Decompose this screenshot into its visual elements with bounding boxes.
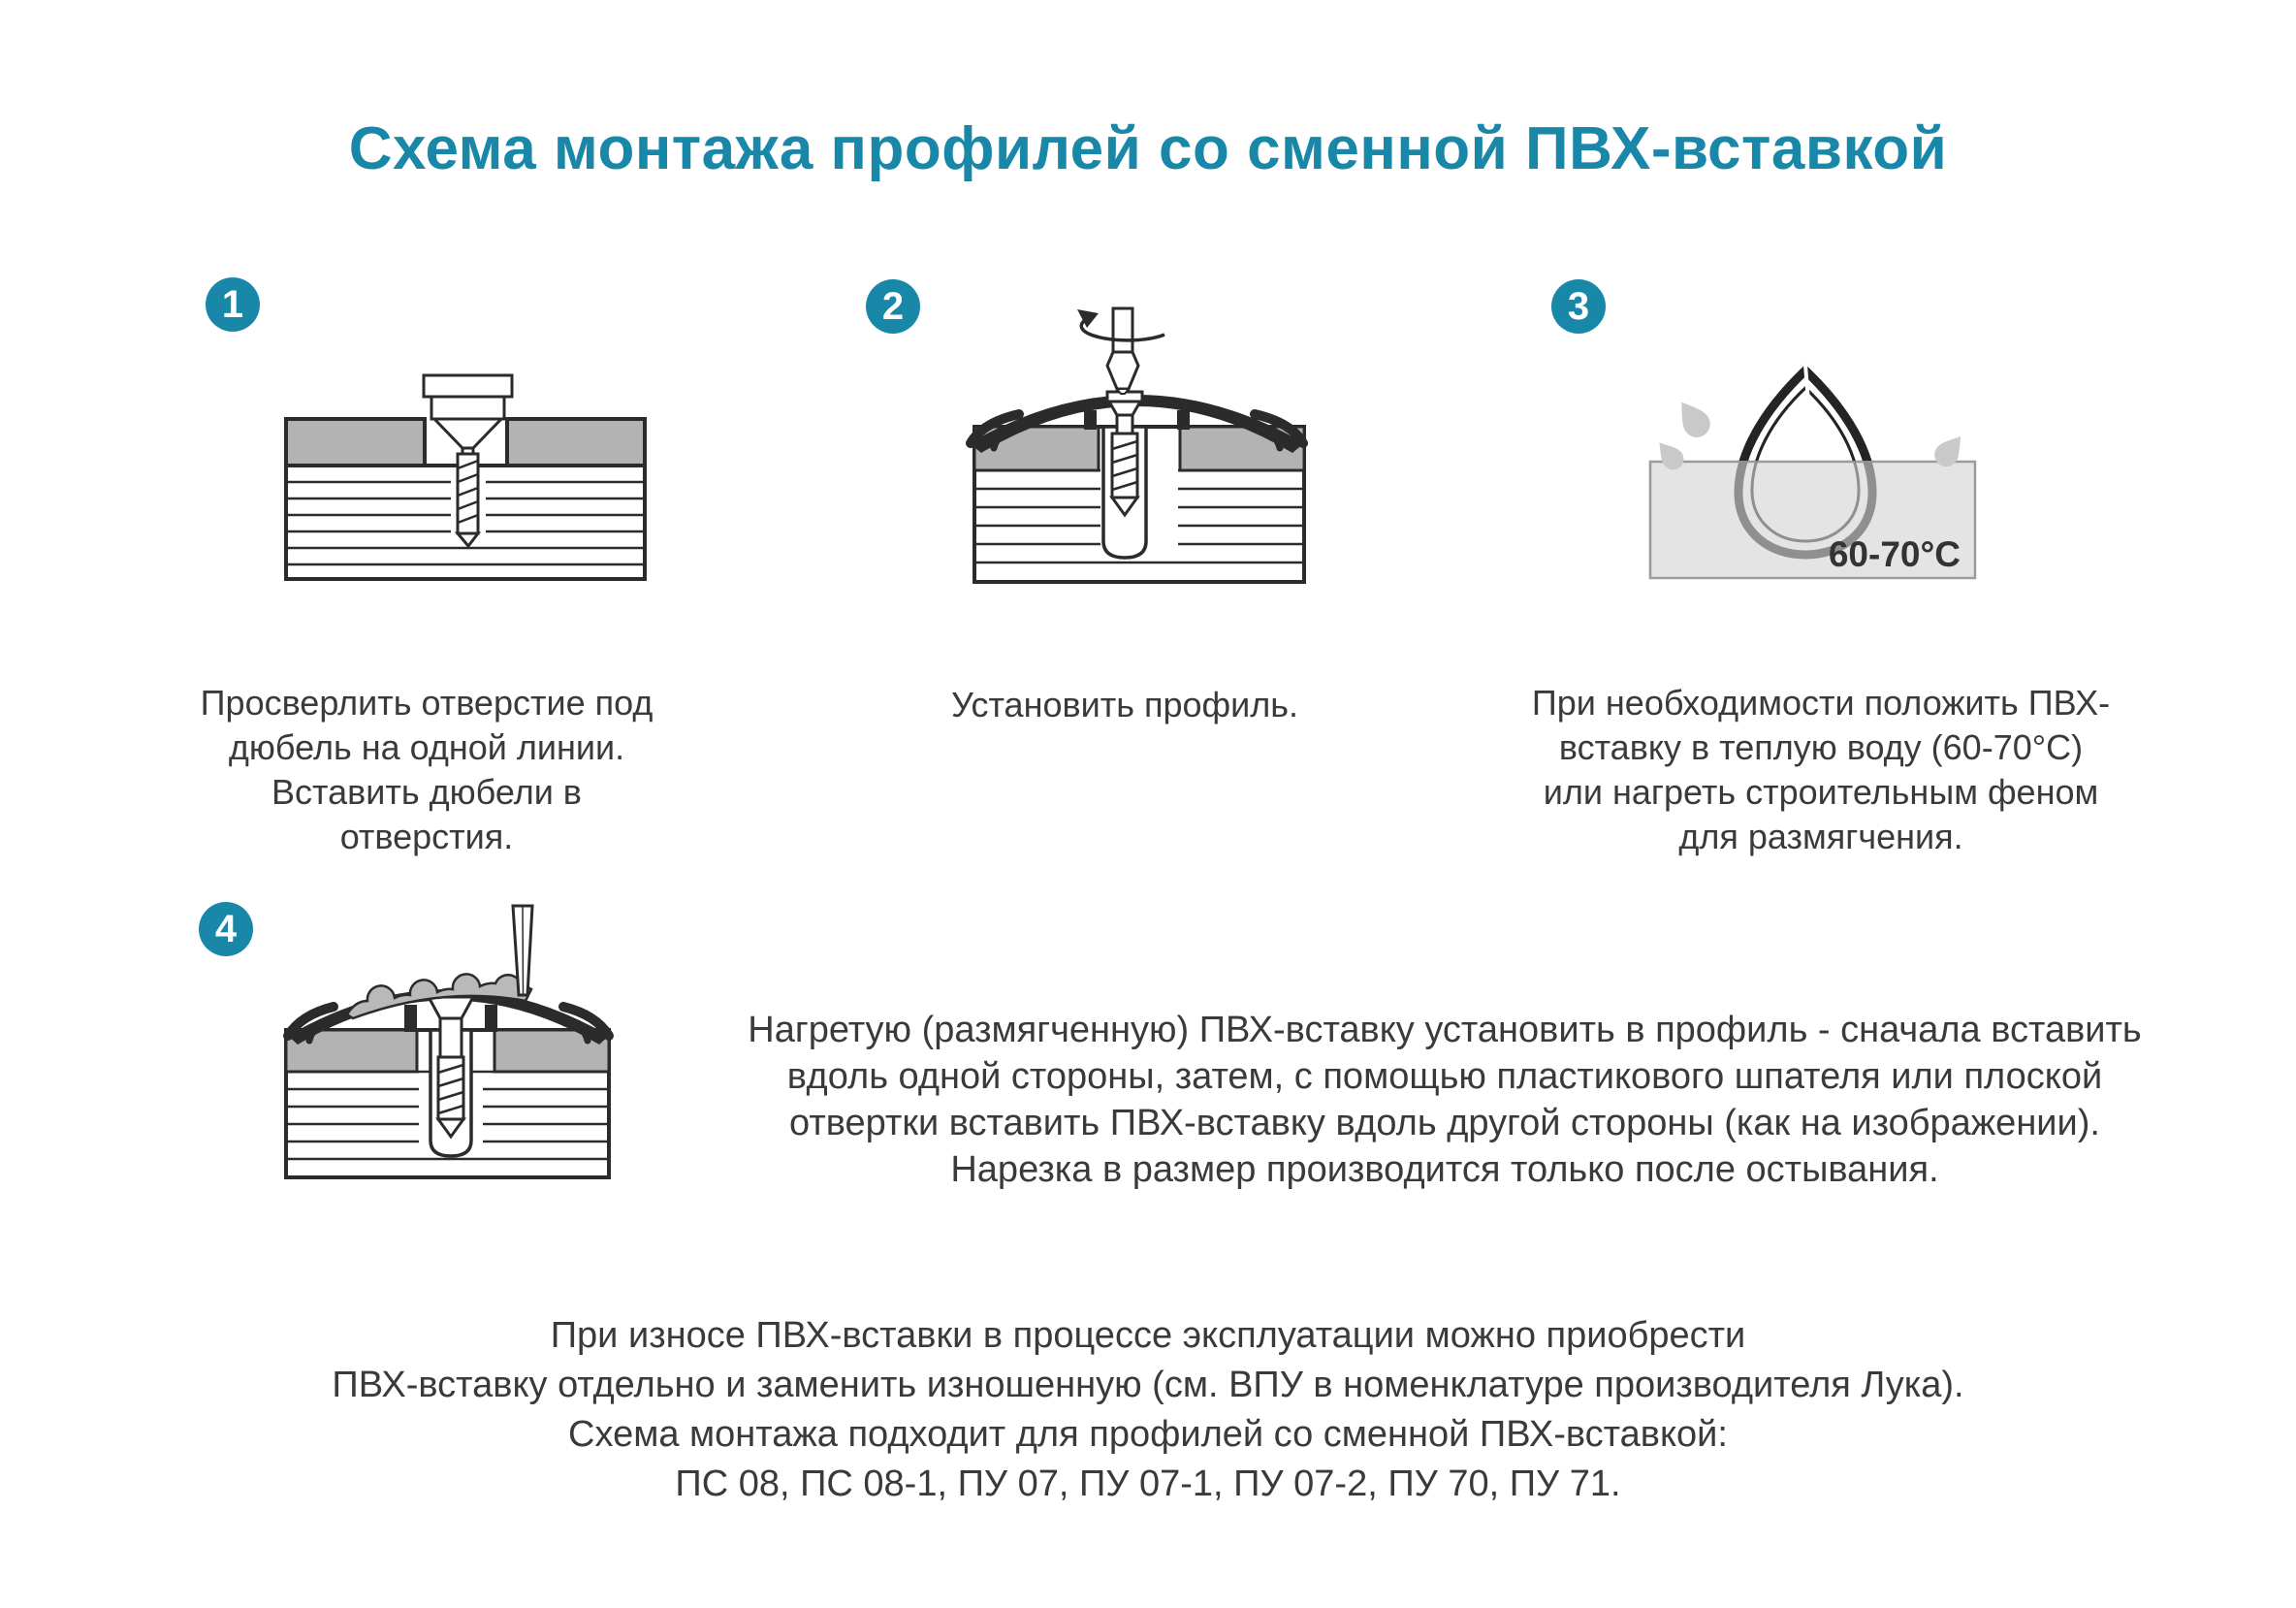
water-temp-label: 60-70°C	[1828, 534, 1961, 574]
dowel-screw-icon	[430, 1018, 471, 1156]
insert-pvc-illustration	[271, 900, 640, 1186]
footer-note	[0, 1311, 2296, 1509]
screwdriver-icon	[1107, 308, 1138, 394]
dowel-screw-icon	[1103, 414, 1146, 558]
page-title: Схема монтажа профилей со сменной ПВХ-вставкой	[348, 115, 1948, 182]
step-4-badge: 4	[199, 902, 253, 956]
drill-hole-illustration	[276, 373, 654, 590]
step-1-caption: Просверлить отверстие под дюбель на одной линии. Вставить дюбели в отверстия.	[200, 683, 654, 856]
footer-line: Схема монтажа подходит для профилей со сменной ПВХ-вставкой:	[568, 1414, 1728, 1455]
footer-line: ПВХ-вставку отдельно и заменить изношенную (см. ВПУ в номенклатуре производителя Лука).	[332, 1365, 1964, 1405]
screw-head	[1107, 392, 1142, 415]
step-2-badge: 2	[866, 279, 920, 334]
warm-water-illustration	[1639, 357, 1988, 587]
step-2-caption: Установить профиль.	[951, 685, 1298, 724]
screw-head	[429, 997, 473, 1018]
footer-line: При износе ПВХ-вставки в процессе эксплуатации можно приобрести	[550, 1315, 1746, 1356]
step-1-badge: 1	[206, 277, 260, 332]
step-4-caption: Нагретую (размягченную) ПВХ-вставку установить в профиль - сначала вставить вдоль одной стороны, затем, с помощью пластикового шпателя или плоской отвертки вставить ПВХ-вставку вдоль другой стороны (как на изображении). Нарезка в размер производится только после остывания.	[748, 1010, 2142, 1190]
step-3-caption: При необходимости положить ПВХ-вставку в теплую воду (60-70°C) или нагреть строительным феном для размягчения.	[1531, 683, 2111, 856]
step-3-badge: 3	[1551, 279, 1606, 334]
install-profile-illustration	[955, 306, 1319, 592]
footer-line: ПС 08, ПС 08-1, ПУ 07, ПУ 07-1, ПУ 07-2, ПУ 70, ПУ 71.	[675, 1463, 1621, 1504]
